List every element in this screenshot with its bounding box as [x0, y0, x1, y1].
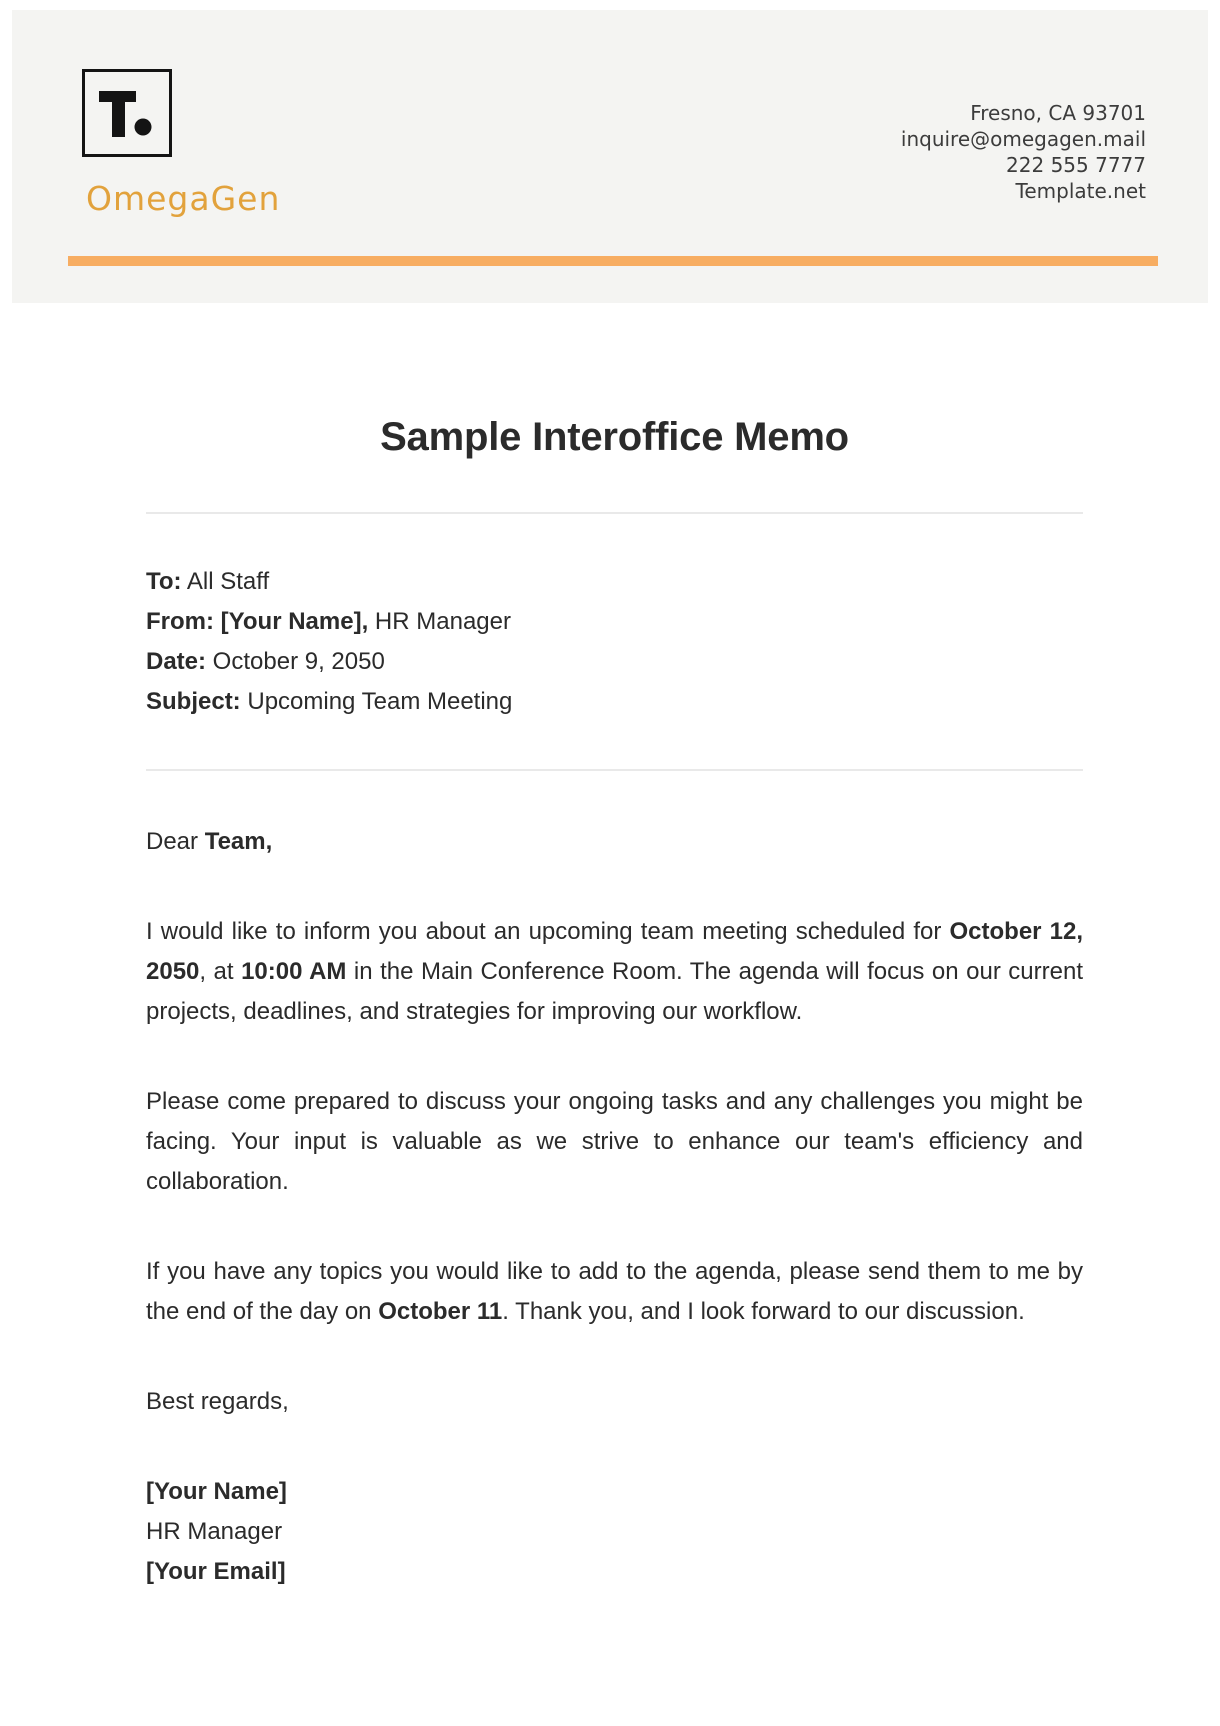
- bold-text: 2050: [146, 958, 200, 985]
- text: projects, deadlines, and strategies for improving our workflow.: [146, 998, 803, 1025]
- text: the end of the day on: [146, 1298, 379, 1325]
- body-line: [146, 1292, 1083, 1332]
- body-paragraphs: [146, 912, 1083, 1332]
- text: All Staff: [181, 568, 270, 595]
- bold-text: Team,: [204, 828, 273, 855]
- bold-text: Date:: [146, 648, 207, 675]
- signature-line: [146, 1512, 1083, 1552]
- bold-text: 10:00 AM: [241, 958, 347, 985]
- memo-fields: [146, 562, 1083, 722]
- logo-box: [82, 69, 172, 157]
- memo-title: Sample Interoffice Memo: [380, 415, 849, 459]
- bold-text: From:: [146, 608, 214, 635]
- greeting: [146, 822, 1083, 862]
- signature-line: [146, 1552, 1083, 1592]
- text: October 9, 2050: [206, 648, 385, 675]
- contact-line: Fresno, CA 93701: [970, 101, 1146, 125]
- bold-text: October 11: [378, 1298, 503, 1325]
- closing: Best regards,: [146, 1388, 289, 1415]
- contact-block: [901, 100, 1146, 204]
- signature-block: [146, 1472, 1083, 1592]
- field-line: [146, 682, 1083, 722]
- text: , at: [199, 958, 242, 985]
- text: HR Manager: [146, 1518, 283, 1545]
- field-line: [146, 602, 1083, 642]
- letterhead: [12, 10, 1208, 303]
- text: [214, 608, 221, 635]
- contact-line: inquire@omegagen.mail: [900, 127, 1146, 151]
- body-line: [146, 1162, 1083, 1202]
- bold-text: [Your Name]: [146, 1478, 287, 1505]
- field-line: [146, 562, 1083, 602]
- bold-text: To:: [146, 568, 182, 595]
- contact-line: Template.net: [1015, 179, 1146, 203]
- body-line: [146, 992, 1083, 1032]
- bold-text: Subject:: [146, 688, 241, 715]
- bold-text: [Your Name],: [220, 608, 369, 635]
- divider-bottom: [146, 769, 1083, 771]
- text: Dear: [146, 828, 205, 855]
- divider-top: [146, 512, 1083, 514]
- text: facing. Your input is valuable as we strive to enhance our team's efficiency and: [146, 1128, 1083, 1155]
- contact-line: 222 555 7777: [1006, 153, 1146, 177]
- body-line: [146, 952, 1083, 992]
- paragraph: [146, 1082, 1083, 1202]
- paragraph: [146, 1252, 1083, 1332]
- body-line: [146, 1252, 1083, 1292]
- field-line: [146, 642, 1083, 682]
- body-line: [146, 1082, 1083, 1122]
- text: I would like to inform you about an upcoming team meeting scheduled for: [146, 918, 950, 945]
- bold-text: October 12,: [949, 918, 1083, 945]
- text: Upcoming Team Meeting: [240, 688, 513, 715]
- accent-bar: [68, 256, 1158, 266]
- t-dot-logo-icon: [85, 72, 169, 154]
- text: HR Manager: [368, 608, 511, 635]
- body-line: [146, 912, 1083, 952]
- memo-page: [0, 10, 1220, 1592]
- company-name: OmegaGen: [86, 179, 281, 218]
- text: . Thank you, and I look forward to our discussion.: [502, 1298, 1025, 1325]
- text: in the Main Conference Room. The agenda will focus on our current: [346, 958, 1084, 985]
- text: If you have any topics you would like to add to the agenda, please send them to me by: [146, 1258, 1083, 1285]
- signature-line: [146, 1472, 1083, 1512]
- text: collaboration.: [146, 1168, 289, 1195]
- text: Please come prepared to discuss your ongoing tasks and any challenges you might be: [146, 1088, 1083, 1115]
- bold-text: [Your Email]: [146, 1558, 286, 1585]
- memo-content: [146, 414, 1083, 1592]
- paragraph: [146, 912, 1083, 1032]
- body-line: [146, 1122, 1083, 1162]
